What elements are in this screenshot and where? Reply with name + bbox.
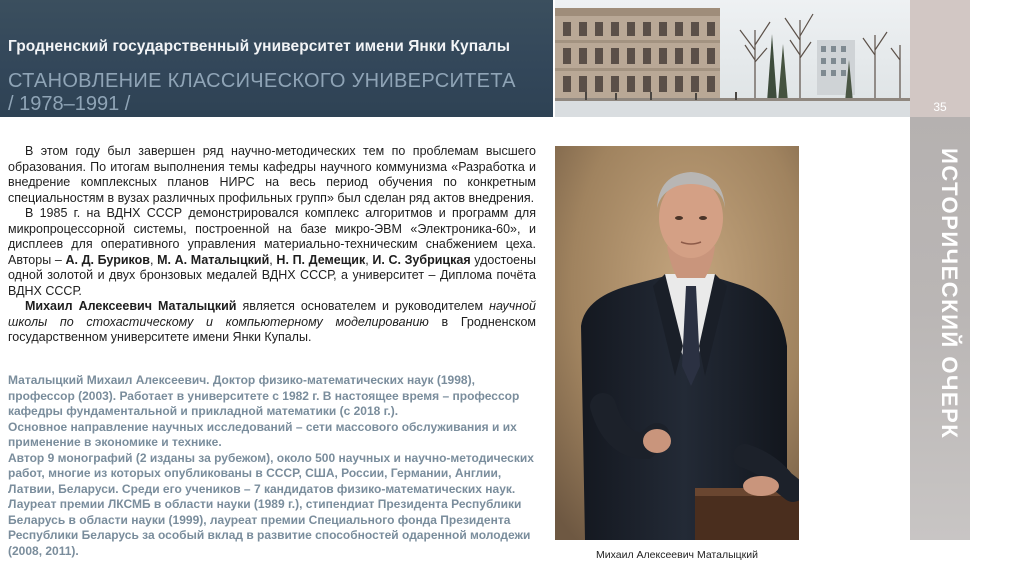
person-name: Михаил Алексеевич Маталыцкий bbox=[25, 299, 237, 313]
paragraph bbox=[8, 299, 536, 346]
university-name: Гродненский государственный университет имени Янки Купалы bbox=[8, 38, 510, 55]
sidebar-title: ИСТОРИЧЕСКИЙ ОЧЕРК bbox=[937, 148, 962, 440]
text-span: удостоены одной золотой и двух бронзовых медалей ВДНХ СССР, а университет – Диплома почёта ВДНХ СССР. bbox=[8, 252, 536, 298]
page-number: 35 bbox=[933, 100, 947, 114]
author-name: М. А. Маталыцкий bbox=[157, 252, 270, 267]
text-span: в Гродненском государственном университете имени Янки Купалы. bbox=[8, 314, 536, 344]
page-header bbox=[0, 0, 553, 117]
bio-name: Маталыцкий Михаил Алексеевич. bbox=[8, 373, 210, 387]
text-span: Доктор физико-математических наук (1998), профессор (2003). Работает в университете с 1982 г. В настоящее время – профессор кафедры фундаментальной и прикладной математики (с 2018 г.). bbox=[8, 373, 520, 418]
emphasis: научной школы по стохастическому и компьютерному моделированию bbox=[8, 299, 537, 329]
bio-line: Автор 9 монографий (2 изданы за рубежом), около 500 научных и научно-методических работ, многие из которых опубликованы в СССР, США, России, Германии, Англии, Латвии, Беларуси. Среди его учеников – 7 кандидатов физико-математических наук. bbox=[8, 450, 534, 496]
portrait-photo bbox=[555, 146, 799, 540]
author-name: А. Д. Буриков bbox=[65, 252, 150, 267]
portrait-caption: Михаил Алексеевич Маталыцкий bbox=[596, 549, 758, 561]
text-span: В 1985 г. на ВДНХ СССР демонстрировался комплекс алгоритмов и программ для микропроцессорной системы, построенной на базе микро-ЭВМ «Электроника-60», и дисплеев для оперативного управления материально-техническим снабжением цеха. Авторы – bbox=[8, 206, 536, 267]
paragraph: В этом году был завершен ряд научно-методических тем по проблемам высшего образования. По итогам выполнения темы кафедры научного коммунизма «Разработка и внедрение комплексных планов НИРС на весь период обучения по конкретным специальностям в вузах различных профильных групп» был сделан ряд актов внедрения. bbox=[8, 144, 536, 205]
main-text bbox=[8, 144, 536, 346]
bio-line: Основное направление научных исследований – сети массового обслуживания и их применение в экономике и технике. bbox=[8, 419, 517, 449]
section-heading: СТАНОВЛЕНИЕ КЛАССИЧЕСКОГО УНИВЕРСИТЕТА bbox=[8, 70, 516, 92]
biography bbox=[8, 373, 536, 559]
section-years: / 1978–1991 / bbox=[8, 93, 131, 115]
author-name: И. С. Зубрицкая bbox=[372, 252, 471, 267]
text-span: является основателем и руководителем bbox=[236, 299, 490, 313]
paragraph: В 1985 г. на ВДНХ СССР демонстрировался комплекс алгоритмов и программ для микропроцессорной системы, построенной на базе микро-ЭВМ «Электроника-60», и дисплеев для оперативного управления материально-техническим снабжением цеха. Авторы – А. Д. Буриков, М. А. Маталыцкий, Н. П. Демещик, И. С. Зубрицкая удостоены одной золотой и двух бронзовых медалей ВДНХ СССР, а университет – Диплома почёта ВДНХ СССР. bbox=[8, 206, 536, 298]
bio-line bbox=[8, 373, 536, 420]
bio-line: Лауреат премии ЛКСМБ в области науки (1989 г.), стипендиат Президента Республики Беларусь в области науки (1999), лауреат премии Специального фонда Президента Республики Беларусь за особый вклад в развитие способностей одаренной молодежи (2008, 2011). bbox=[8, 497, 531, 558]
author-name: Н. П. Демещик bbox=[276, 252, 366, 267]
university-building-photo bbox=[555, 0, 910, 117]
